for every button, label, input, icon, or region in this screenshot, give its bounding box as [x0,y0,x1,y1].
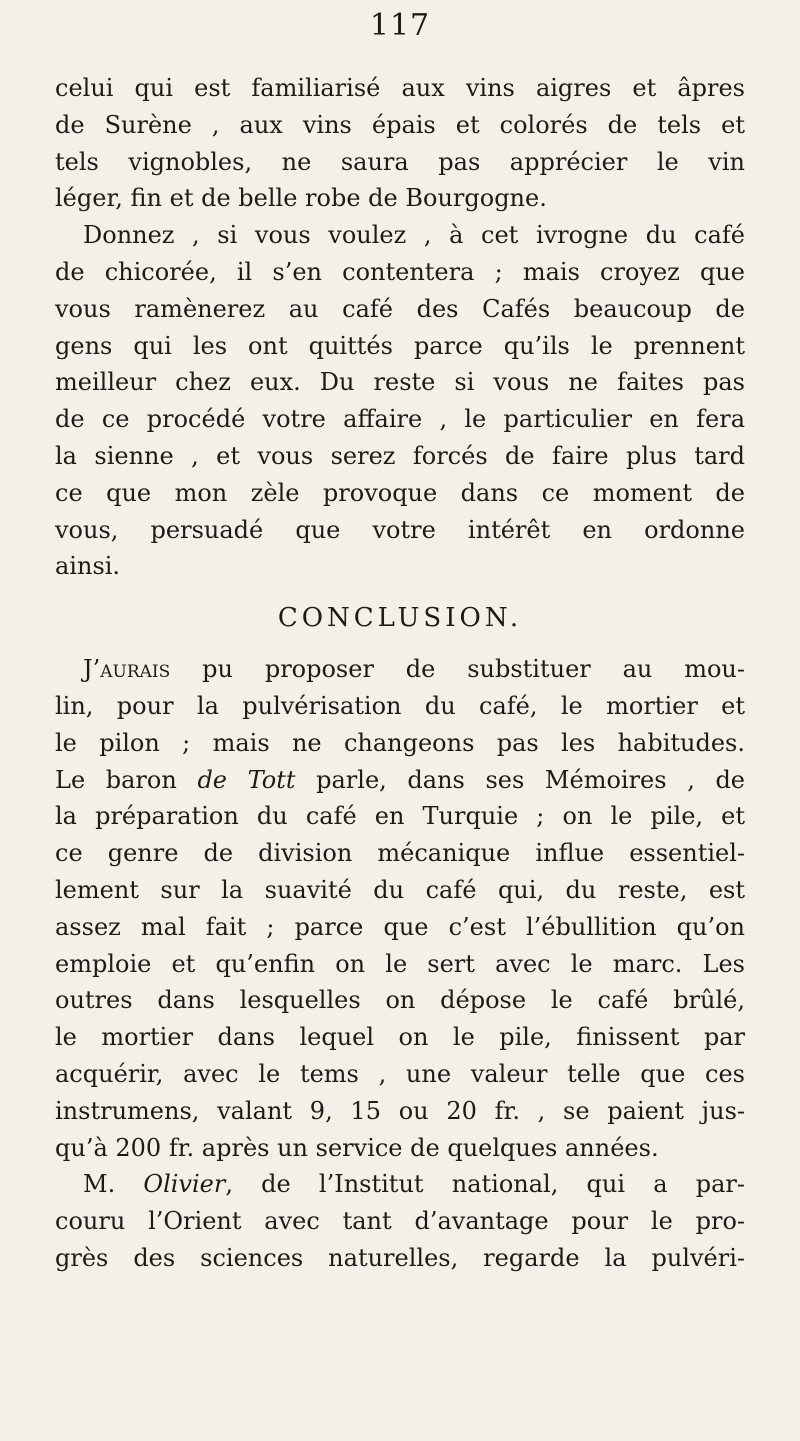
text-line: assez mal fait ; parce que c’est l’ébullition qu’on [55,912,745,941]
text-line: le pilon ; mais ne changeons pas les habitudes. [55,728,745,757]
text-line: de Surène , aux vins épais et colorés de tels et [55,110,745,139]
text-fragment: parle, dans ses Mémoires , de [295,765,746,794]
text-line: qu’à 200 fr. après un service de quelques années. [55,1133,659,1162]
text-fragment: , de l’Institut national, qui a par- [225,1170,745,1199]
text-line: acquérir, avec le tems , une valeur telle que ces [55,1059,745,1088]
text-line: gens qui les ont quittés parce qu’ils le prennent [55,331,745,360]
italic-name: de Tott [197,765,296,794]
text-line: vous, persuadé que votre intérêt en ordonne [55,515,745,544]
text-line: lement sur la suavité du café qui, du reste, est [55,875,745,904]
text-line: la sienne , et vous serez forcés de faire plus tard [55,441,745,470]
text-line: outres dans lesquelles on dépose le café brûlé, [55,986,745,1015]
text-line: grès des sciences naturelles, regarde la pulvéri- [55,1243,745,1272]
body-text [55,70,745,1277]
text-line: de ce procédé votre affaire , le particulier en fera [55,405,745,434]
text-line: lin, pour la pulvérisation du café, le mortier et [55,691,745,720]
page-number: 117 [369,8,431,43]
text-fragment: pu proposer de substituer au mou- [170,655,745,684]
text-line: couru l’Orient avec tant d’avantage pour le pro- [55,1207,745,1236]
text-line: ainsi. [55,552,121,581]
text-fragment: Le baron [55,765,198,794]
text-line [55,762,745,799]
text-line: la préparation du café en Turquie ; on le pile, et [55,802,745,831]
text-line: vous ramènerez au café des Cafés beaucoup de [55,294,745,323]
text-line [55,651,745,688]
text-line: tels vignobles, ne saura pas apprécier le vin [55,147,745,176]
text-fragment: M. [83,1170,144,1199]
italic-name: Olivier [143,1170,226,1199]
section-heading: CONCLUSION. [277,603,523,634]
text-line: Donnez , si vous voulez , à cet ivrogne du café [83,221,745,250]
text-line: ce genre de division mécanique influe essentiel- [55,839,745,868]
text-line: emploie et qu’enfin on le sert avec le marc. Les [55,949,745,978]
text-line: celui qui est familiarisé aux vins aigres et âpres [55,74,745,102]
text-line: instrumens, valant 9, 15 ou 20 fr. , se paient jus- [55,1096,745,1125]
text-line: de chicorée, il s’en contentera ; mais croyez que [55,257,745,286]
drop-word: J’aurais [83,655,171,684]
text-line: le mortier dans lequel on le pile, finissent par [55,1023,745,1052]
text-line [55,1166,745,1203]
text-line: léger, fin et de belle robe de Bourgogne. [55,184,547,213]
text-line: ce que mon zèle provoque dans ce moment de [55,478,745,507]
text-line: meilleur chez eux. Du reste si vous ne faites pas [55,368,745,397]
